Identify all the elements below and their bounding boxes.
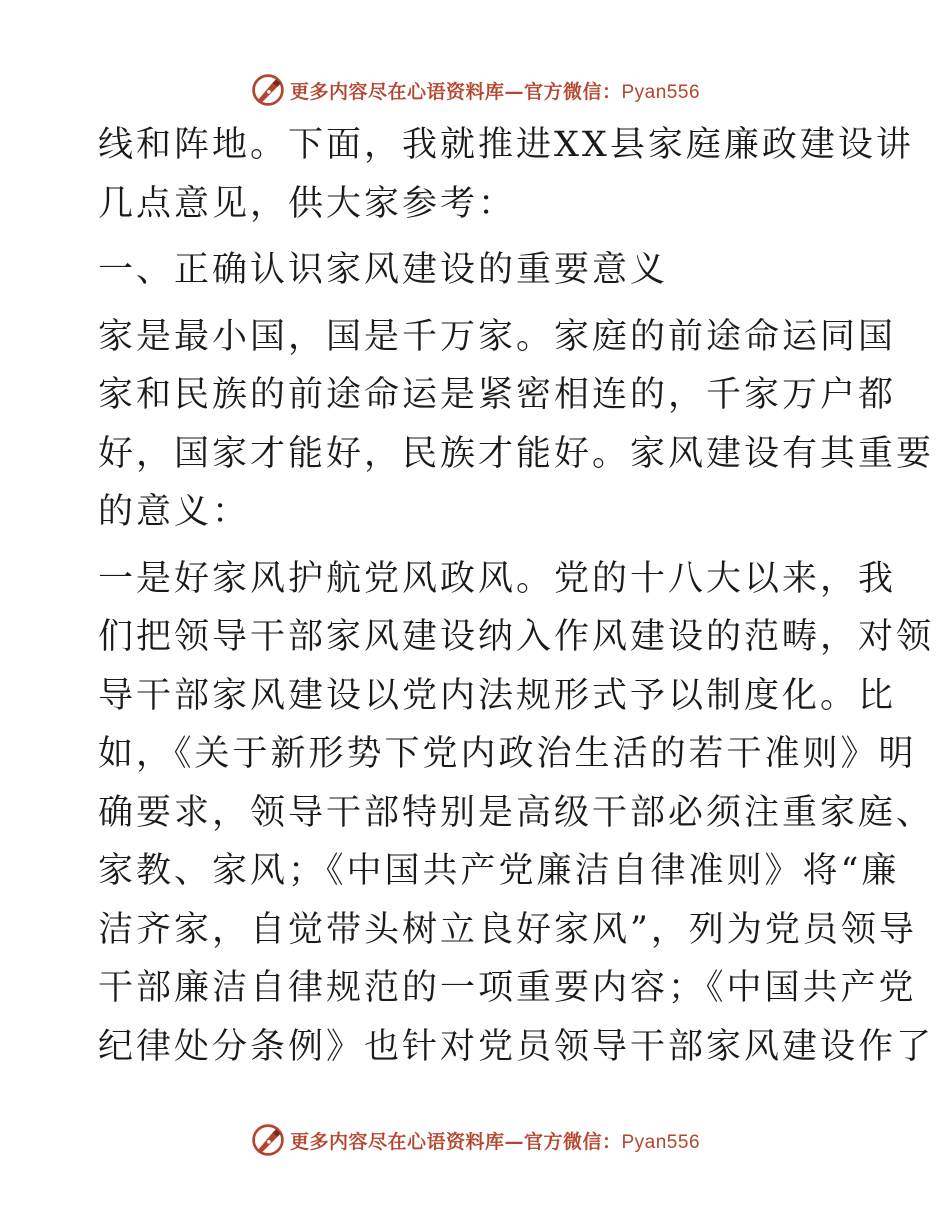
body-line: 纪律处分条例》也针对党员领导干部家风建设作了 (98, 1026, 935, 1067)
body-line: 一是好家风护航党风政风。党的十八大以来，我 (98, 558, 897, 599)
body-line: 线和阵地。下面，我就推进XX县家庭廉政建设讲 (98, 125, 914, 165)
body-line: 们把领导干部家风建设纳入作风建设的范畴，对领 (98, 617, 935, 657)
banner-text: 更多内容尽在心语资料库—官方微信： (289, 1130, 622, 1153)
header-watermark-banner (0, 70, 950, 110)
body-line: 好，国家才能好，民族才能好。家风建设有其重要 (98, 433, 935, 474)
body-line: 的意义： (98, 492, 251, 532)
body-line: 洁齐家，自觉带头树立良好家风”，列为党员领导 (98, 909, 917, 950)
section-heading: 一、正确认识家风建设的重要意义 (98, 250, 669, 290)
banner-account: Pyan556 (621, 81, 701, 103)
footer-watermark-banner (0, 1120, 950, 1160)
pen-nib-circle-icon (250, 1122, 286, 1158)
body-line: 家和民族的前途命运是紧密相连的，千家万户都 (98, 375, 897, 415)
banner-text: 更多内容尽在心语资料库—官方微信： (289, 80, 622, 103)
body-line: 干部廉洁自律规范的一项重要内容；《中国共产党 (98, 968, 917, 1008)
body-line: 几点意见，供大家参考： (98, 183, 517, 224)
body-line: 确要求，领导干部特别是高级干部必须注重家庭、 (98, 792, 935, 833)
body-line: 导干部家风建设以党内法规形式予以制度化。比 (98, 675, 897, 716)
document-body (98, 116, 935, 1076)
banner-account: Pyan556 (621, 1131, 701, 1153)
body-line: 家教、家风；《中国共产党廉洁自律准则》将“廉 (98, 851, 900, 891)
body-line: 家是最小国，国是千万家。家庭的前途命运同国 (98, 316, 897, 357)
pen-nib-circle-icon (250, 72, 286, 108)
body-line: 如，《关于新形势下党内政治生活的若干准则》明 (98, 734, 917, 774)
